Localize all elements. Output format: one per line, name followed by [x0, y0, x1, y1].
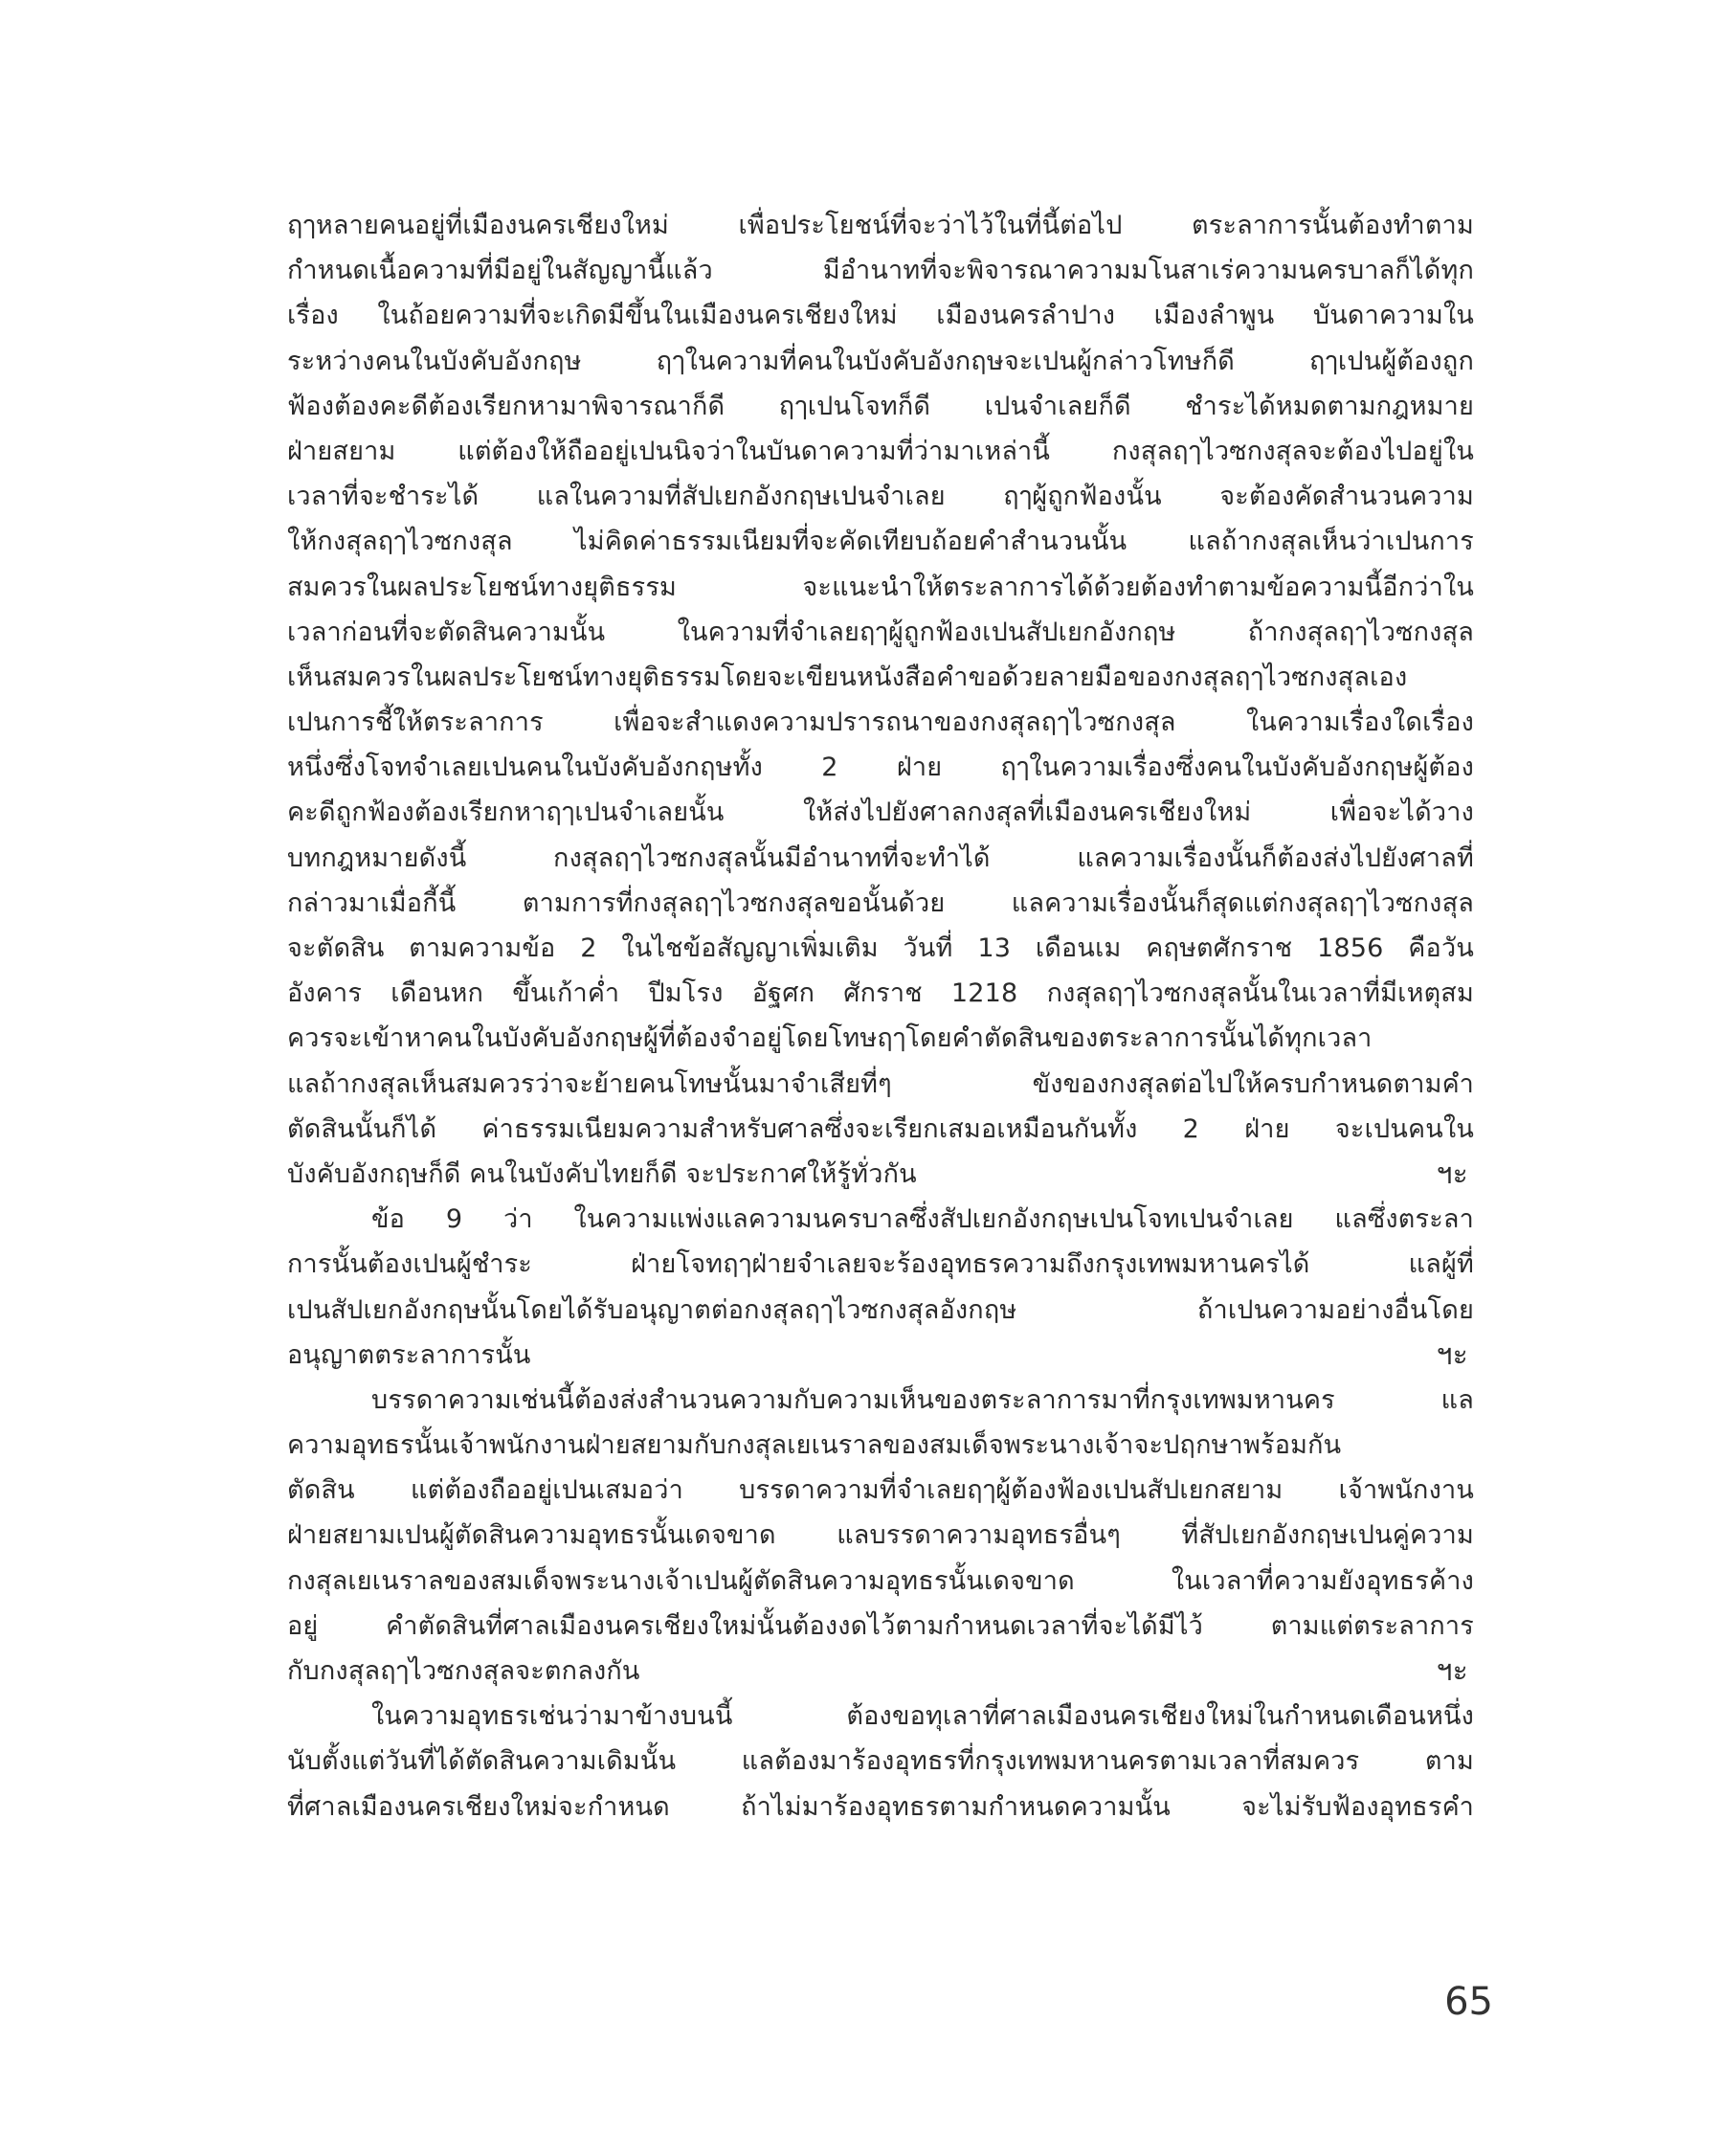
- text-line: อังคาร เดือนหก ขึ้นเก้าค่ำ ปีมโรง อัฐศก ศักราช 1218 กงสุลฤๅไวซกงสุลนั้นในเวลาที่มีเหตุสม: [287, 978, 1474, 1009]
- text-line: เวลาที่จะชำระได้ แลในความที่สัปเยกอังกฤษเปนจำเลย ฤๅผู้ถูกฟ้องนั้น จะต้องคัดสำนวนความ: [287, 482, 1474, 512]
- text-line: ที่ศาลเมืองนครเชียงใหม่จะกำหนด ถ้าไม่มาร้องอุทธรตามกำหนดความนั้น จะไม่รับฟ้องอุทธรคำ: [287, 1791, 1474, 1822]
- text-line: เห็นสมควรในผลประโยชน์ทางยุติธรรมโดยจะเขียนหนังสือคำขอด้วยลายมือของกงสุลฤๅไวซกงสุลเอง: [287, 662, 1408, 692]
- text-line: เรื่อง ในถ้อยความที่จะเกิดมีขึ้นในเมืองนครเชียงใหม่ เมืองนครลำปาง เมืองลำพูน บันดาความใน: [287, 301, 1474, 331]
- body-text: [287, 203, 1474, 1830]
- text-line: อยู่ คำตัดสินที่ศาลเมืองนครเชียงใหม่นั้นต้องงดไว้ตามกำหนดเวลาที่จะได้มีไว้ ตามแต่ตระลาการ: [287, 1610, 1474, 1641]
- text-line: ความอุทธรนั้นเจ้าพนักงานฝ่ายสยามกับกงสุลเยเนราลของสมเด็จพระนางเจ้าจะปฤกษาพร้อมกัน: [287, 1430, 1342, 1461]
- text-line: คะดีถูกฟ้องต้องเรียกหาฤๅเปนจำเลยนั้น ให้ส่งไปยังศาลกงสุลที่เมืองนครเชียงใหม่ เพื่อจะได้วาง: [287, 797, 1474, 828]
- text-line: ฝ่ายสยามเปนผู้ตัดสินความอุทธรนั้นเดจขาด แลบรรดาความอุทธรอื่นๆ ที่สัปเยกอังกฤษเปนคู่ความ: [287, 1520, 1474, 1551]
- text-line: นับตั้งแต่วันที่ได้ตัดสินความเดิมนั้น แลต้องมาร้องอุทธรที่กรุงเทพมหานครตามเวลาที่สมควร ตาม: [287, 1746, 1474, 1777]
- text-line: ฟ้องต้องคะดีต้องเรียกหามาพิจารณาก็ดี ฤๅเปนโจทก็ดี เปนจำเลยก็ดี ชำระได้หมดตามกฎหมาย: [287, 391, 1474, 421]
- text-line: ข้อ 9 ว่า ในความแพ่งแลความนครบาลซึ่งสัปเยกอังกฤษเปนโจทเปนจำเลย แลซึ่งตระลา: [371, 1204, 1474, 1235]
- text-line: กล่าวมาเมื่อกี้นี้ ตามการที่กงสุลฤๅไวซกงสุลขอนั้นด้วย แลความเรื่องนั้นก็สุดแต่กงสุลฤๅไวซกงสุล: [287, 887, 1474, 918]
- text-line: ฤๅหลายคนอยู่ที่เมืองนครเชียงใหม่ เพื่อประโยชน์ที่จะว่าไว้ในที่นี้ต่อไป ตระลาการนั้นต้องทำตาม: [287, 211, 1474, 240]
- text-line: การนั้นต้องเปนผู้ชำระ ฝ่ายโจทฤๅฝ่ายจำเลยจะร้องอุทธรความถึงกรุงเทพมหานครได้ แลผู้ที่: [287, 1249, 1474, 1280]
- end-mark: ฯะ: [1436, 1654, 1468, 1688]
- text-line: ฝ่ายสยาม แต่ต้องให้ถืออยู่เปนนิจว่าในบันดาความที่ว่ามาเหล่านี้ กงสุลฤๅไวซกงสุลจะต้องไปอยู่ใน: [287, 436, 1474, 466]
- text-line: บรรดาความเช่นนี้ต้องส่งสำนวนความกับความเห็นของตระลาการมาที่กรุงเทพมหานคร แล: [371, 1384, 1474, 1415]
- text-line: สมควรในผลประโยชน์ทางยุติธรรม จะแนะนำให้ตระลาการได้ด้วยต้องทำตามข้อความนี้อีกว่าใน: [287, 572, 1474, 602]
- paragraph-end-line: [287, 1152, 1474, 1197]
- text-line: บังคับอังกฤษก็ดี คนในบังคับไทยก็ดี จะประกาศให้รู้ทั่วกัน: [287, 1158, 917, 1189]
- text-line: บทกฎหมายดังนี้ กงสุลฤๅไวซกงสุลนั้นมีอำนาทที่จะทำได้ แลความเรื่องนั้นก็ต้องส่งไปยังศาลที่: [287, 842, 1474, 873]
- text-line: อนุญาตตระลาการนั้น: [287, 1339, 531, 1370]
- text-line: ตัดสิน แต่ต้องถืออยู่เปนเสมอว่า บรรดาความที่จำเลยฤๅผู้ต้องฟ้องเปนสัปเยกสยาม เจ้าพนักงาน: [287, 1475, 1474, 1506]
- page-number: 65: [1444, 1980, 1493, 2024]
- text-line: เวลาก่อนที่จะตัดสินความนั้น ในความที่จำเลยฤๅผู้ถูกฟ้องเปนสัปเยกอังกฤษ ถ้ากงสุลฤๅไวซกงสุล: [287, 617, 1474, 647]
- end-mark: ฯะ: [1436, 1337, 1468, 1372]
- text-line: ควรจะเข้าหาคนในบังคับอังกฤษผู้ที่ต้องจำอยู่โดยโทษฤๅโดยคำตัดสินของตระลาการนั้นได้ทุกเวลา: [287, 1023, 1373, 1054]
- text-line: กับกงสุลฤๅไวซกงสุลจะตกลงกัน: [287, 1656, 640, 1686]
- text-line: เปนสัปเยกอังกฤษนั้นโดยได้รับอนุญาตต่อกงสุลฤๅไวซกงสุลอังกฤษ ถ้าเปนความอย่างอื่นโดย: [287, 1294, 1474, 1325]
- text-line: ให้กงสุลฤๅไวซกงสุล ไม่คิดค่าธรรมเนียมที่จะคัดเทียบถ้อยคำสำนวนนั้น แลถ้ากงสุลเห็นว่าเปนการ: [287, 527, 1474, 557]
- paragraph-end-line: [287, 1649, 1474, 1694]
- text-line: ตัดสินนั้นก็ได้ ค่าธรรมเนียมความสำหรับศาลซึ่งจะเรียกเสมอเหมือนกันทั้ง 2 ฝ่าย จะเปนคนใน: [287, 1113, 1474, 1144]
- end-mark: ฯะ: [1436, 1157, 1468, 1191]
- text-line: แลถ้ากงสุลเห็นสมควรว่าจะย้ายคนโทษนั้นมาจำเสียที่ๆ ขังของกงสุลต่อไปให้ครบกำหนดตามคำ: [287, 1068, 1474, 1099]
- text-line: จะตัดสิน ตามความข้อ 2 ในไชข้อสัญญาเพิ่มเติม วันที่ 13 เดือนเม คฤษตศักราช 1856 คือวัน: [287, 933, 1474, 963]
- text-line: กำหนดเนื้อความที่มีอยู่ในสัญญานี้แล้ว มีอำนาทที่จะพิจารณาความมโนสาเร่ความนครบาลก็ได้ทุก: [287, 256, 1474, 286]
- text-line: ระหว่างคนในบังคับอังกฤษ ฤๅในความที่คนในบังคับอังกฤษจะเปนผู้กล่าวโทษก็ดี ฤๅเปนผู้ต้องถูก: [287, 346, 1474, 376]
- text-line: ในความอุทธรเช่นว่ามาข้างบนนี้ ต้องขอทุเลาที่ศาลเมืองนครเชียงใหม่ในกำหนดเดือนหนึ่ง: [371, 1701, 1474, 1732]
- paragraph-end-line: [287, 1333, 1474, 1378]
- text-line: หนึ่งซึ่งโจทจำเลยเปนคนในบังคับอังกฤษทั้ง 2 ฝ่าย ฤๅในความเรื่องซึ่งคนในบังคับอังกฤษผู้ต้อง: [287, 752, 1474, 783]
- text-line: กงสุลเยเนราลของสมเด็จพระนางเจ้าเปนผู้ตัดสินความอุทธรนั้นเดจขาด ในเวลาที่ความยังอุทธรค้าง: [287, 1565, 1474, 1596]
- text-line: เปนการชี้ให้ตระลาการ เพื่อจะสำแดงความปรารถนาของกงสุลฤๅไวซกงสุล ในความเรื่องใดเรื่อง: [287, 707, 1474, 738]
